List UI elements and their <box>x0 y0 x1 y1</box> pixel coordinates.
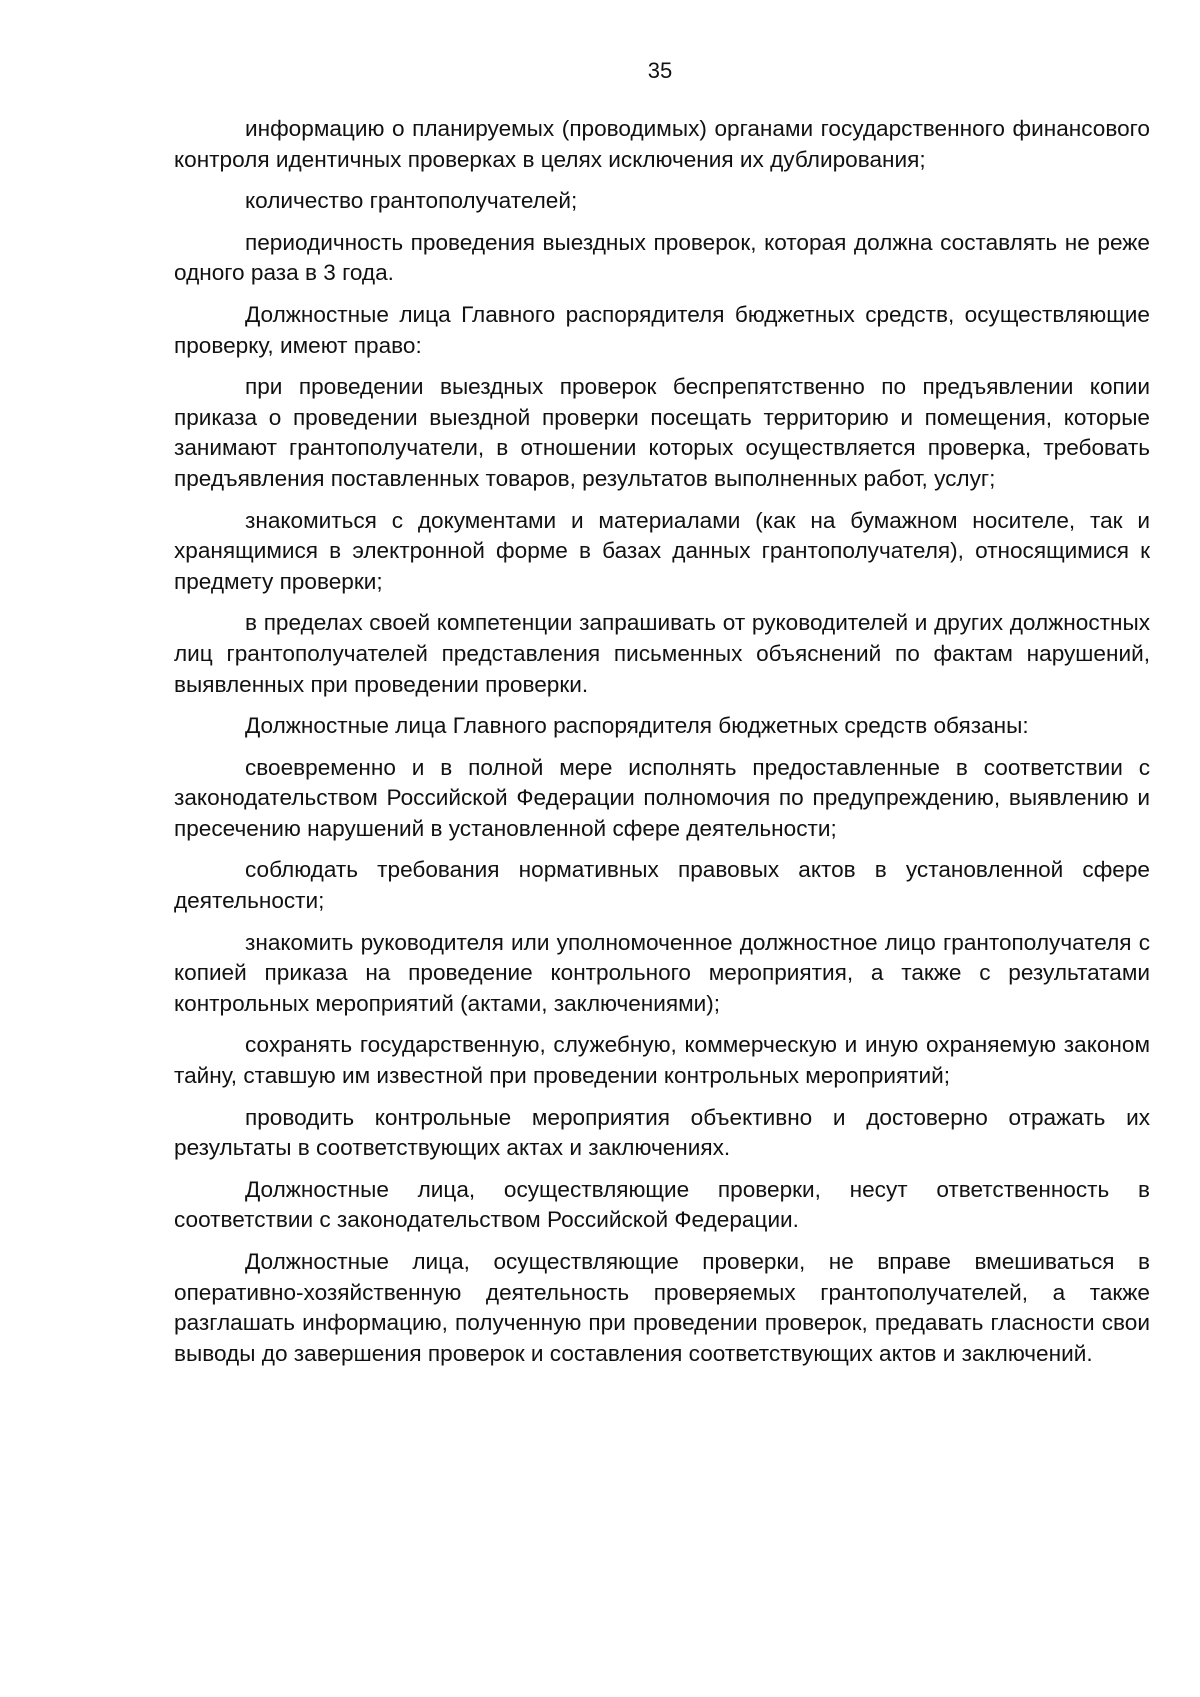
paragraph: периодичность проведения выездных проверок, которая должна составлять не реже одного раза в 3 года. <box>174 229 1150 286</box>
paragraph: количество грантополучателей; <box>245 188 578 214</box>
paragraph: Должностные лица, осуществляющие проверки, несут ответственность в соответствии с законодательством Российской Федерации. <box>174 1176 1150 1233</box>
paragraph: Должностные лица Главного распорядителя бюджетных средств обязаны: <box>245 713 1029 739</box>
paragraph: знакомиться с документами и материалами (как на бумажном носителе, так и хранящимися в электронной форме в базах данных грантополучателя), относящимися к предмету проверки; <box>174 507 1150 594</box>
paragraph: при проведении выездных проверок беспрепятственно по предъявлении копии приказа о проведении выездной проверки посещать территорию и помещения, которые занимают грантополучатели, в отношении которых осуществляется проверка, требовать предъявления поставленных товаров, результатов выполненных работ, услуг; <box>174 374 1150 491</box>
paragraph: своевременно и в полной мере исполнять предоставленные в соответствии с законодательством Российской Федерации полномочия по предупреждению, выявлению и пресечению нарушений в установленной сфере деятельности; <box>174 754 1150 841</box>
paragraph: в пределах своей компетенции запрашивать от руководителей и других должностных лиц грантополучателей представления письменных объяснений по фактам нарушений, выявленных при проведении проверки. <box>174 610 1150 697</box>
paragraph: Должностные лица Главного распорядителя бюджетных средств, осуществляющие проверку, имеют право: <box>174 301 1150 358</box>
page-number: 35 <box>647 58 673 83</box>
paragraph: знакомить руководителя или уполномоченное должностное лицо грантополучателя с копией приказа на проведение контрольного мероприятия, а также с результатами контрольных мероприятий (актами, заключениями); <box>174 929 1150 1016</box>
paragraph: сохранять государственную, служебную, коммерческую и иную охраняемую законом тайну, ставшую им известной при проведении контрольных мероприятий; <box>174 1032 1150 1089</box>
document-body <box>174 114 1150 1380</box>
paragraph: проводить контрольные мероприятия объективно и достоверно отражать их результаты в соответствующих актах и заключениях. <box>174 1104 1150 1161</box>
paragraph: Должностные лица, осуществляющие проверки, не вправе вмешиваться в оперативно-хозяйственную деятельность проверяемых грантополучателей, а также разглашать информацию, полученную при проведении проверок, предавать гласности свои выводы до завершения проверок и составления соответствующих актов и заключений. <box>174 1249 1150 1366</box>
paragraph: соблюдать требования нормативных правовых актов в установленной сфере деятельности; <box>174 857 1150 914</box>
paragraph: информацию о планируемых (проводимых) органами государственного финансового контроля идентичных проверках в целях исключения их дублирования; <box>174 116 1150 172</box>
